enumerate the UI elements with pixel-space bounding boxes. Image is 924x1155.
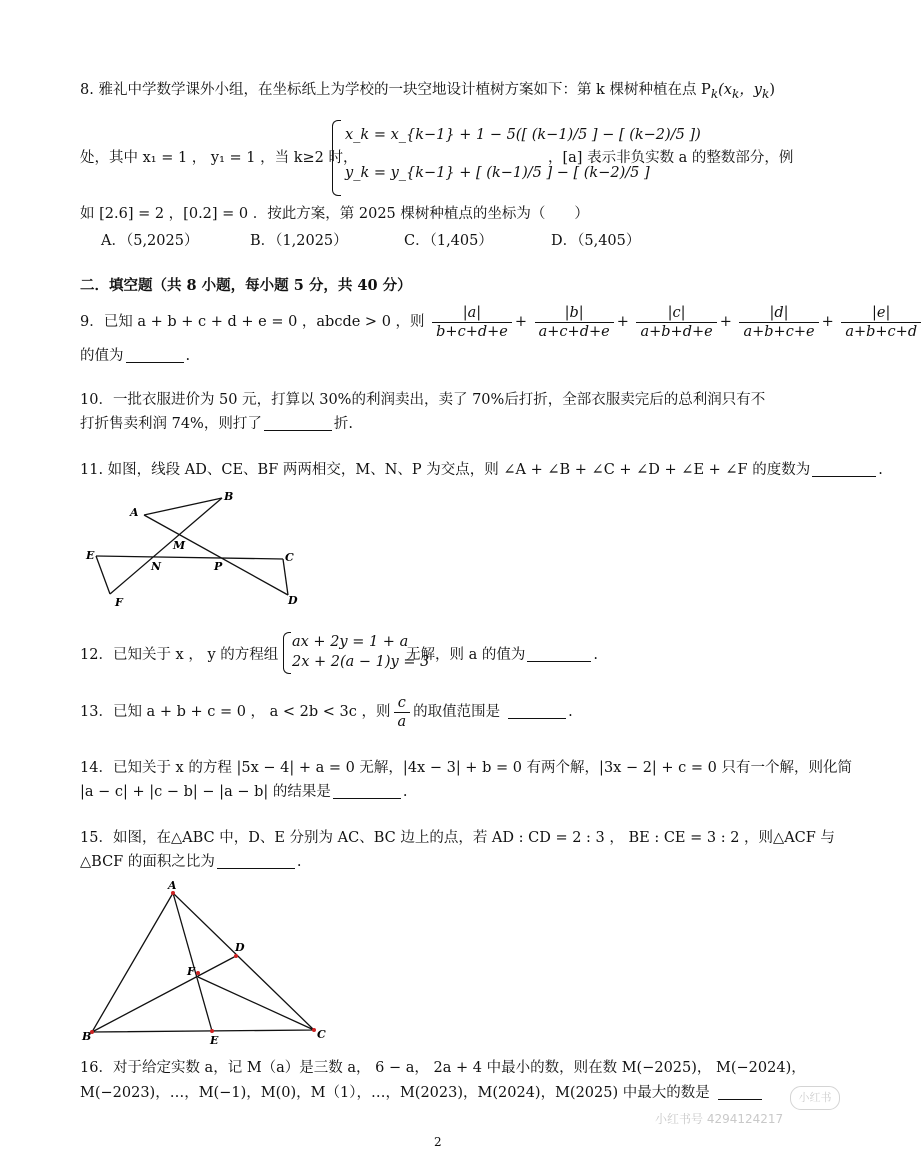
q14-line1: 14．已知关于 x 的方程 |5x − 4| + a = 0 无解，|4x − 3| + b = 0 有两个解，|3x − 2| + c = 0 只有一个解，则化简 <box>80 760 853 776</box>
q8-system-row1: x_k = x_{k−1} + 1 − 5([ (k−1)/5 ] − [ (k−2)/5 ]) <box>345 127 701 143</box>
q9-frac-e: $\frac{|e|}{a+b+c+d}$ <box>841 304 921 341</box>
q8-system-row2: y_k = y_{k−1} + [ (k−1)/5 ] − [ (k−2)/5 ] <box>345 165 650 181</box>
q11-label-a: A <box>130 506 139 519</box>
q12-post: 无解，则 a 的值为 . <box>406 647 598 663</box>
q8-option-c: C．（1,405） <box>404 233 493 249</box>
q11-label-d: D <box>288 594 298 607</box>
q11-segment-ab <box>144 498 222 515</box>
q12-pre: 12．已知关于 x ， y 的方程组 <box>80 647 279 663</box>
q10-line1: 10．一批衣服进价为 50 元，打算以 30%的利润卖出，卖了 70%后打折，全部衣服卖完后的总利润只有不 <box>80 392 766 408</box>
q9-frac-c: $\frac{|c|}{a+b+d+e}$ <box>636 304 716 341</box>
q15-label-b: B <box>82 1030 92 1043</box>
q11-label-c: C <box>285 551 294 564</box>
q10-line2: 打折售卖利润 74%，则打了 折. <box>80 416 353 432</box>
q13-line: 13．已知 a + b + c = 0 ， a < 2b < 3c ，则 $\frac{c}{a}$ 的取值范围是 . <box>80 694 573 730</box>
q8-line1: 8. 雅礼中学数学课外小组，在坐标纸上为学校的一块空地设计植树方案如下：第 k 棵树种植在点 $P_k(x_k$，$y_k$) <box>80 82 776 101</box>
q12-system-brace <box>283 632 291 674</box>
q16-line2: M(−2023)，…，M(−1)，M(0)，M（1），…，M(2023)，M(2024)，M(2025) 中最大的数是 <box>80 1083 764 1103</box>
watermark-text: 小红书号 4294124217 <box>655 1112 784 1126</box>
q15-point-e <box>210 1029 214 1033</box>
q15-label-c: C <box>317 1028 326 1041</box>
q8-line3: 如 [2.6] = 2 ，[0.2] = 0 ．按此方案，第 2025 棵树种植点的坐标为（ ） <box>80 206 589 222</box>
q8-line2-post: ，[a] 表示非负实数 a 的整数部分，例 <box>548 150 794 166</box>
q15-point-f <box>196 971 200 975</box>
q11-answer-blank[interactable] <box>812 460 876 477</box>
q15-answer-blank[interactable] <box>217 852 295 869</box>
section2-title: 二．填空题（共 8 小题，每小题 5 分，共 40 分） <box>80 277 412 294</box>
q10-answer-blank[interactable] <box>264 414 332 431</box>
q11-label-n: N <box>151 560 162 573</box>
q11-label-b: B <box>224 490 234 503</box>
q11-label-m: M <box>173 539 186 552</box>
q16-answer-blank[interactable] <box>718 1083 762 1100</box>
page-number: 2 <box>434 1135 442 1149</box>
q15-point-c <box>312 1028 316 1032</box>
q12-answer-blank[interactable] <box>527 645 591 662</box>
q11-segment-bf <box>110 498 222 594</box>
q8-system-brace <box>332 120 341 196</box>
q8-option-d: D．（5,405） <box>551 233 641 249</box>
q11-label-e: E <box>86 549 95 562</box>
q15-segment-ae <box>173 893 212 1031</box>
q15-label-d: D <box>235 941 245 954</box>
q15-segment-cf <box>198 977 314 1030</box>
q15-label-a: A <box>168 879 177 892</box>
q15-label-f: F <box>187 965 195 978</box>
q11-figure <box>80 488 310 614</box>
q8-option-b: B．（1,2025） <box>250 233 348 249</box>
q9-frac-b: $\frac{|b|}{a+c+d+e}$ <box>535 304 614 341</box>
q12-system-row1: ax + 2y = 1 + a <box>292 634 409 650</box>
q15-point-d <box>234 954 238 958</box>
q11-segment-cd <box>283 559 288 595</box>
watermark-logo: 小红书 <box>790 1086 840 1110</box>
q11-line: 11. 如图，线段 AD、CE、BF 两两相交，M、N、P 为交点，则 ∠A + ∠B + ∠C + ∠D + ∠E + ∠F 的度数为 . <box>80 462 883 478</box>
q11-label-p: P <box>214 560 223 573</box>
q15-line1: 15．如图，在△ABC 中，D、E 分别为 AC、BC 边上的点，若 AD : CD = 2 : 3 ， BE : CE = 3 : 2 ，则△ACF 与 <box>80 830 835 846</box>
q13-answer-blank[interactable] <box>508 702 566 719</box>
q11-segment-ad <box>144 515 288 595</box>
q12-system-row2: 2x + 2(a − 1)y = 3 <box>292 654 430 670</box>
q9-line2: 的值为 . <box>80 348 191 364</box>
q8-line2-pre: 处，其中 x₁ = 1 ， y₁ = 1 ，当 k≥2 时， <box>80 150 358 166</box>
q15-figure <box>80 878 340 1046</box>
q16-line1: 16．对于给定实数 a，记 M（a）是三数 a， 6 − a， 2a + 4 中最小的数，则在数 M(−2025)， M(−2024)， <box>80 1060 806 1076</box>
q8-option-a: A．（5,2025） <box>101 233 199 249</box>
q13-frac: $\frac{c}{a}$ <box>394 694 411 731</box>
q14-line2: |a − c| + |c − b| − |a − b| 的结果是 . <box>80 784 408 800</box>
q9-frac-a: $\frac{|a|}{b+c+d+e}$ <box>432 304 512 341</box>
q11-segment-ef <box>96 556 110 594</box>
q15-line2: △BCF 的面积之比为 . <box>80 854 302 870</box>
q11-segment-ec <box>96 556 283 559</box>
q15-label-e: E <box>210 1034 219 1047</box>
q9-line1: 9．已知 a + b + c + d + e = 0 ，abcde > 0 ，则 $\frac{|a|}{b+c+d+e}$ + $\frac{|b|}{a+c+d+e}$ + $\frac{|c|}{a+b+d+e}$ + $\frac{|d|}{a+b+c+e}$ + $\frac{|e|}{a+b+c+d}$ <box>80 302 924 342</box>
q14-answer-blank[interactable] <box>333 782 401 799</box>
q15-triangle-abc <box>92 893 314 1032</box>
q11-label-f: F <box>115 596 123 609</box>
q9-answer-blank[interactable] <box>126 346 184 363</box>
q9-frac-d: $\frac{|d|}{a+b+c+e}$ <box>739 304 818 341</box>
